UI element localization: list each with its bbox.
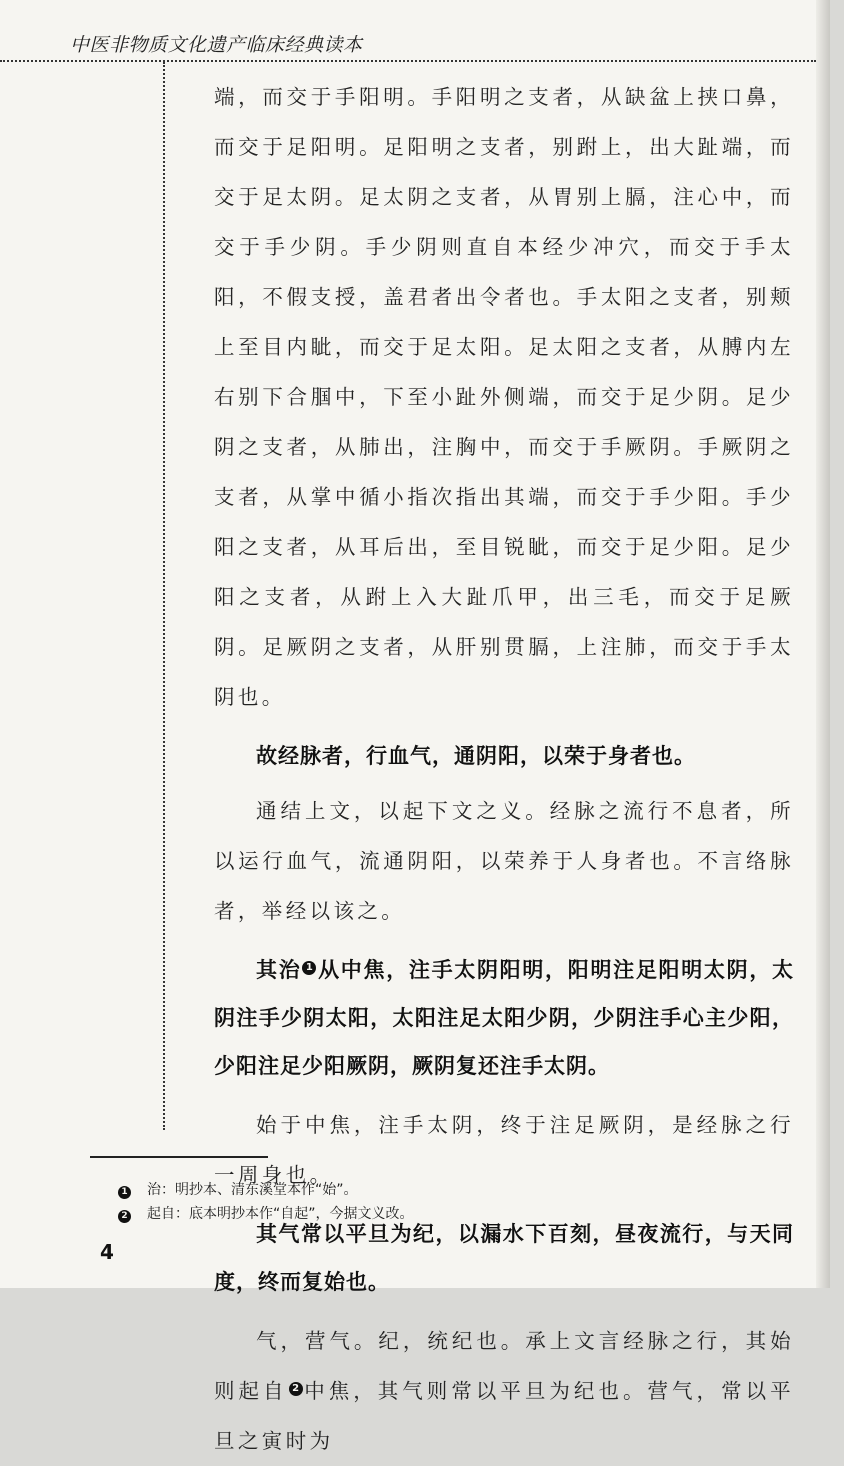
annotation-paragraph [214,1316,794,1466]
footnotes [118,1178,778,1226]
footnote-marker: 2 [118,1210,131,1223]
classic-text-paragraph: 其气常以平旦为纪，以漏水下百刻，昼夜流行，与天同度，终而复始也。 [214,1222,794,1294]
footnote-text: 起自：底本明抄本作“自起”，今据文义改。 [147,1206,414,1222]
header-dotted-rule [0,60,816,62]
annotation-paragraph: 通结上文，以起下文之义。经脉之流行不息者，所以运行血气，流通阴阳，以荣养于人身者也。不言络脉者，举经以该之。 [214,799,794,923]
footnote-ref-marker: 2 [289,1382,303,1396]
classic-text-paragraph [214,946,794,1090]
text-segment: 气，营气。纪，统纪也。承上文言经脉之行，其始则起自 [214,1329,794,1403]
text-segment: 其治 [256,958,302,982]
text-segment: 中焦，其气则常以平旦为纪也。营气，常以平旦之寅时为 [214,1379,795,1453]
margin-dotted-rule [163,62,165,1130]
footnote-marker: 1 [118,1186,131,1199]
running-header-title: 中医非物质文化遗产临床经典读本 [70,34,363,56]
footnote-rule [90,1156,268,1158]
main-text [214,72,794,1466]
footnote-ref-marker: 1 [302,961,316,975]
annotation-paragraph: 始于中焦，注手太阴，终于注足厥阴，是经脉之行一周身也。 [214,1113,794,1187]
page-number: 4 [100,1240,114,1264]
footnote-item [118,1202,778,1226]
footnote-item [118,1178,778,1202]
classic-text-paragraph: 故经脉者，行血气，通阴阳，以荣于身者也。 [256,744,696,768]
footnote-text: 治：明抄本、清东溪堂本作“始”。 [147,1182,358,1198]
annotation-paragraph: 端，而交于手阳明。手阳明之支者，从缺盆上挟口鼻，而交于足阳明。足阳明之支者，别跗上，出大趾端，而交于足太阴。足太阴之支者，从胃别上膈，注心中，而交于手少阴。手少阴则直自本经少冲穴，而交于手太阳，不假支授，盖君者出令者也。手太阳之支者，别颊上至目内眦，而交于足太阳。足太阳之支者，从膊内左右别下合腘中，下至小趾外侧端，而交于足少阴。足少阴之支者，从肺出，注胸中，而交于手厥阴。手厥阴之支者，从掌中循小指次指出其端，而交于手少阳。手少阳之支者，从耳后出，至目锐眦，而交于足少阳。足少阳之支者，从跗上入大趾爪甲，出三毛，而交于足厥阴。足厥阴之支者，从肝别贯膈，上注肺，而交于手太阴也。 [214,85,794,709]
text-segment: 从中焦，注手太阴阳明，阳明注足阳明太阴，太阴注手少阴太阳，太阳注足太阳少阴，少阴注手心主少阳，少阳注足少阳厥阴，厥阴复还注手太阴。 [214,958,795,1078]
